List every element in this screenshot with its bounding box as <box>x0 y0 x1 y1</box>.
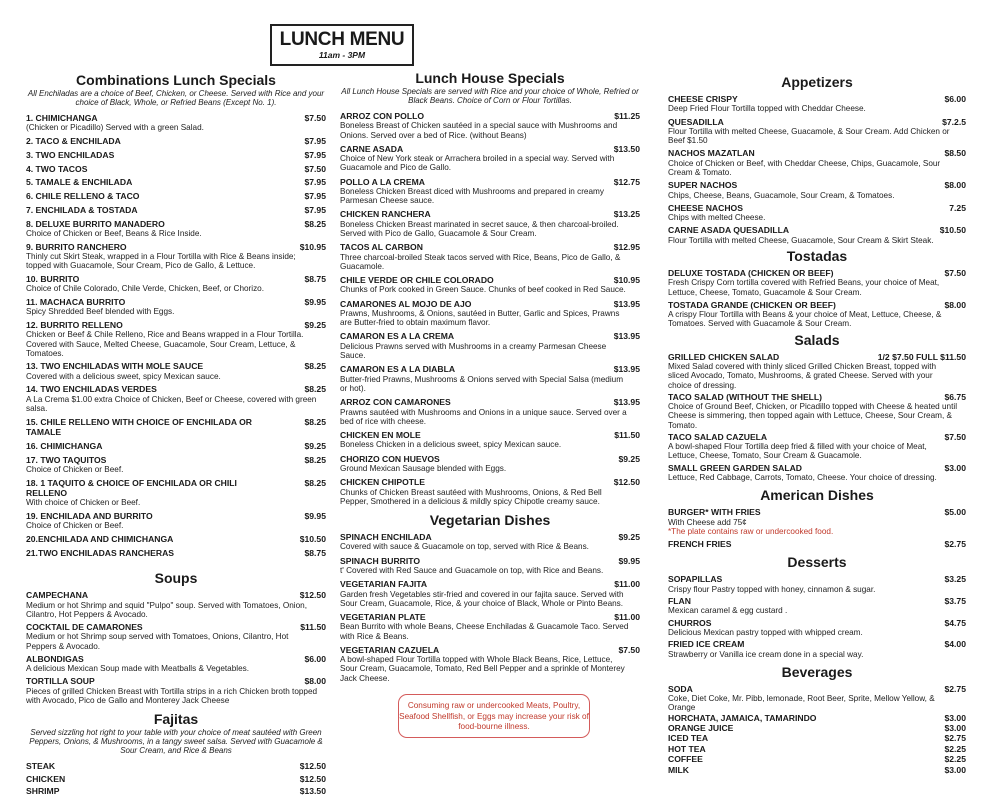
menu-item-price: $13.95 <box>613 397 640 408</box>
menu-item-description: Strawberry or Vanilla ice cream done in a special way. <box>668 649 864 659</box>
column-middle <box>340 70 640 687</box>
menu-item <box>26 384 326 413</box>
menu-item-name: 4. TWO TACOS <box>26 163 88 174</box>
menu-item <box>26 361 326 381</box>
menu-item-name: 7. ENCHILADA & TOSTADA <box>26 204 138 215</box>
menu-item-name: CHURROS <box>668 617 712 628</box>
menu-item-price: $3.00 <box>944 462 966 473</box>
menu-item <box>26 534 326 544</box>
menu-item-description: Coke, Diet Coke, Mr. Pibb, lemonade, Root Beer, Sprite, Mellow Yellow, & Orange <box>668 694 935 713</box>
menu-item-name: 13. TWO ENCHILADAS WITH MOLE SAUCE <box>26 361 204 372</box>
menu-item <box>340 177 640 206</box>
menu-item-price: $8.75 <box>304 273 326 284</box>
menu-item-price: $12.75 <box>613 176 640 187</box>
menu-item-description: Boneless Chicken in a delicious sweet, spicy Mexican sauce. <box>340 440 562 450</box>
menu-item-description: Thinly cut Skirt Steak, wrapped in a Flour Tortilla with Rice & Beans inside; topped with Guacamole, Sour Cream, Pico de Gallo, & Lettuce. <box>26 252 296 271</box>
menu-item-description: With Cheese add 75¢ <box>668 517 747 527</box>
menu-item-description: Flour Tortilla with melted Cheese, Guacamole, & Sour Cream. Add Chicken or Beef $1.50 <box>668 127 950 146</box>
menu-item-price: $9.95 <box>618 555 640 566</box>
menu-item-price: $7.50 <box>944 268 966 279</box>
soups-section <box>26 570 326 705</box>
menu-item-price: $13.95 <box>613 364 640 375</box>
menu-item-name: STEAK <box>26 761 56 772</box>
menu-item-description: Choice of Chicken or Beef, Beans & Rice Inside. <box>26 229 202 239</box>
menu-item-price: $2.75 <box>944 733 966 744</box>
menu-item-price: $12.50 <box>299 761 326 772</box>
menu-item-description: Choice of Chicken or Beef, with Cheddar Cheese, Chips, Guacamole, Sour Cream & Tomato. <box>668 158 941 178</box>
menu-item <box>668 574 966 594</box>
menu-item <box>26 320 326 358</box>
menu-item-description: Covered with a delicious sweet, spicy Mexican sauce. <box>26 371 221 381</box>
desserts-section <box>668 554 966 658</box>
tostadas-section <box>668 248 966 329</box>
menu-item <box>668 713 966 723</box>
menu-item-description: Fresh Crispy Corn tortilla covered with Refried Beans, your choice of Meat, Lettuce, Cheese, Tomato, Guacamole & Sour Cream. <box>668 278 940 297</box>
menu-item-name: 10. BURRITO <box>26 273 80 284</box>
menu-item-name: DELUXE TOSTADA (CHICKEN OR BEEF) <box>668 268 834 279</box>
menu-item <box>26 622 326 651</box>
menu-item <box>668 723 966 733</box>
menu-item-price: $9.95 <box>304 511 326 521</box>
menu-item-description: A bowl-shaped Flour Tortilla topped with Whole Black Beans, Rice, Lettuce, Sour Cream, Guacamole, Tomato, Red Bell Pepper and a sprinkle of Monterey Jack Cheese. <box>340 655 625 683</box>
menu-item-name: CHICKEN <box>26 773 66 784</box>
menu-item-name: SMALL GREEN GARDEN SALAD <box>668 462 803 473</box>
menu-item-description: Pieces of grilled Chicken Breast with Tortilla strips in a rich Chicken broth topped with Avocado, Pico de Gallo and Monterey Jack Cheese <box>26 686 318 706</box>
menu-item-price: $8.75 <box>304 547 326 558</box>
menu-item-description: Choice of Chile Colorado, Chile Verde, Chicken, Beef, or Chorizo. <box>26 284 265 294</box>
menu-item-price: $13.95 <box>613 298 640 309</box>
menu-item-name: CHICKEN EN MOLE <box>340 429 421 440</box>
menu-item <box>26 676 326 705</box>
menu-item-price: $7.50 <box>944 431 966 442</box>
menu-item-price: $3.25 <box>944 574 966 585</box>
menu-item-name: MILK <box>668 764 690 775</box>
menu-item-price: $7.50 <box>304 163 326 174</box>
menu-item-price: $7.95 <box>304 136 326 146</box>
menu-item-description: Garden fresh Vegetables stir-fried and covered in our fajita sauce. Served with Sour Cream, Guacamole, Rice, & your choice of Black, Whole or Pinto Beans. <box>340 589 624 608</box>
menu-item-price: $13.50 <box>299 786 326 797</box>
page-title: LUNCH MENU <box>279 29 405 50</box>
menu-item <box>668 392 966 430</box>
menu-item <box>340 364 640 393</box>
menu-item-description: Deep Fried Flour Tortilla topped with Cheddar Cheese. <box>668 104 866 114</box>
menu-item-name: TACO SALAD CAZUELA <box>668 431 768 442</box>
menu-item-name: 16. CHIMICHANGA <box>26 440 103 451</box>
menu-item <box>340 454 640 474</box>
menu-item-description: With choice of Chicken or Beef. <box>26 498 141 508</box>
menu-item <box>668 733 966 743</box>
menu-item-price: $7.95 <box>304 204 326 215</box>
menu-item-price: $8.25 <box>304 477 326 488</box>
menu-item-price: $4.75 <box>944 617 966 628</box>
menu-item-price: $8.25 <box>304 361 326 372</box>
menu-item-name: 15. CHILE RELLENO WITH CHOICE OF ENCHILADA OR TAMALE <box>26 416 252 437</box>
menu-item <box>668 684 966 713</box>
menu-item-price: $11.25 <box>614 111 640 121</box>
menu-item-description: Delicious Mexican pastry topped with whipped cream. <box>668 627 863 637</box>
menu-item <box>340 556 640 576</box>
menu-item-description: Three charcoal-broiled Steak tacos served with Rice, Beans, Pico de Gallo, & Guacamole. <box>340 252 621 271</box>
menu-item-description: Medium or hot Shrimp and squid "Pulpo" soup. Served with Tomatoes, Onion, Cilantro, Hot Peppers & Avocado. <box>26 600 307 619</box>
menu-item-name: 14. TWO ENCHILADAS VERDES <box>26 384 157 395</box>
food-safety-warning: Consuming raw or undercooked Meats, Poultry, Seafood Shellfish, or Eggs may increase your risk of food-bourne illness. <box>398 694 590 738</box>
menu-item <box>668 754 966 764</box>
menu-item-name: CAMARONES AL MOJO DE AJO <box>340 298 472 309</box>
menu-item <box>668 180 966 200</box>
menu-item-description: Delicious Prawns served with Mushrooms in a creamy Parmesan Cheese Sauce. <box>340 341 607 361</box>
menu-item <box>668 117 966 146</box>
beverages-section <box>668 664 966 775</box>
menu-item <box>340 477 640 506</box>
menu-item <box>340 331 640 360</box>
menu-item <box>26 164 326 174</box>
menu-item <box>26 511 326 531</box>
menu-item <box>340 209 640 238</box>
menu-item-description: Covered with sauce & Guacamole on top, served with Rice & Beans. <box>340 542 589 552</box>
menu-item <box>26 590 326 619</box>
menu-item <box>668 463 966 483</box>
menu-item-name: ARROZ CON CAMARONES <box>340 397 451 408</box>
menu-item-description: Chunks of Chicken Breast sautéed with Mushrooms, Onions, & Red Bell Pepper, Smothered in a delicious & mildly spicy Chipotle creamy sauce. <box>340 487 602 506</box>
menu-item-price: $12.50 <box>299 590 326 601</box>
menu-item-description: A delicious Mexican Soup made with Meatballs & Vegetables. <box>26 664 250 674</box>
menu-item-description: Prawns sautéed with Mushrooms and Onions in a unique sauce. Served over a bed of rice with cheese. <box>340 407 627 426</box>
menu-item-name: ORANGE JUICE <box>668 723 734 734</box>
menu-item-price: $2.25 <box>944 754 966 765</box>
menu-item-price: $9.25 <box>304 440 326 451</box>
menu-item-description: Boneless Breast of Chicken sautéed in a special sauce with Mushrooms and Onions. Served over a bed of Rice. (without Beans) <box>340 121 618 140</box>
menu-item-price: $7.50 <box>304 113 326 123</box>
menu-item-price: $11.50 <box>614 429 640 440</box>
menu-item <box>26 274 326 294</box>
menu-item <box>668 744 966 754</box>
menu-item-name: CAMARON ES A LA DIABLA <box>340 364 456 375</box>
menu-item-description: Bean Burrito with whole Beans, Cheese Enchiladas & Guacamole Taco. Served with Rice & Beans. <box>340 622 629 641</box>
menu-item-name: CHEESE NACHOS <box>668 202 743 213</box>
menu-item-description: Chips, Cheese, Beans, Guacamole, Sour Cream, & Tomatoes. <box>668 190 895 200</box>
menu-item-price: $2.25 <box>944 743 966 754</box>
menu-item <box>26 478 326 508</box>
menu-item-description: Ground Mexican Sausage blended with Eggs. <box>340 463 507 473</box>
menu-item <box>26 205 326 215</box>
menu-item-description: Choice of Chicken or Beef. <box>26 521 124 531</box>
tostadas-title: Tostadas <box>786 248 848 265</box>
menu-item-price: $6.00 <box>304 653 326 664</box>
menu-item-description: Medium or hot Shrimp soup served with Tomatoes, Onions, Cilantro, Hot Peppers & Avocado. <box>26 632 289 651</box>
menu-item-name: 12. BURRITO RELLENO <box>26 319 123 330</box>
menu-item-price: $10.50 <box>299 534 326 544</box>
menu-item-name: SPINACH BURRITO <box>340 555 421 566</box>
menu-item <box>340 579 640 608</box>
menu-item <box>26 242 326 271</box>
menu-item-name: BURGER* WITH FRIES <box>668 507 761 518</box>
menu-item-price: $13.50 <box>613 143 640 154</box>
menu-item-name: POLLO A LA CREMA <box>340 176 425 187</box>
menu-item <box>26 297 326 317</box>
menu-item-name: VEGETARIAN PLATE <box>340 611 426 622</box>
menu-title-box <box>270 24 414 66</box>
menu-item-name: 19. ENCHILADA AND BURRITO <box>26 511 153 521</box>
menu-item-price: $13.25 <box>613 209 640 220</box>
menu-item <box>340 299 640 328</box>
menu-item-name: HORCHATA, JAMAICA, TAMARINDO <box>668 712 817 723</box>
menu-item-description: Mexican caramel & egg custard . <box>668 606 788 616</box>
menu-item-description: Lettuce, Red Cabbage, Carrots, Tomato, Cheese. Your choice of dressing. <box>668 472 937 482</box>
menu-item-name: 1. CHIMICHANGA <box>26 113 98 123</box>
menu-item-description: A La Crema $1.00 extra Choice of Chicken, Beef or Cheese, covered with green salsa. <box>26 394 317 413</box>
american-title: American Dishes <box>760 487 874 504</box>
menu-item-name: CHILE VERDE OR CHILE COLORADO <box>340 275 494 286</box>
menu-item <box>26 774 326 784</box>
menu-item-name: 6. CHILE RELLENO & TACO <box>26 191 140 202</box>
menu-item-name: 21.TWO ENCHILADAS RANCHERAS <box>26 547 175 558</box>
menu-item-name: TOSTADA GRANDE (CHICKEN OR BEEF) <box>668 299 836 310</box>
menu-item-price: $9.95 <box>304 296 326 307</box>
menu-item-name: FLAN <box>668 595 691 606</box>
menu-item-price: $9.25 <box>618 453 640 464</box>
fajitas-note: Served sizzling hot right to your table with your choice of meat sautéed with Green Peppers, Onions, & Mushrooms, in a tangy sweet salsa. Served with Guacamole & Sour Cream, and Rice & Beans <box>29 728 323 756</box>
menu-item-name: 5. TAMALE & ENCHILADA <box>26 177 133 188</box>
house-note: All Lunch House Specials are served with Rice and your choice of Whole, Refried or Black Beans. Choice of Corn or Flour Tortillas. <box>341 87 639 105</box>
menu-item-name: FRIED ICE CREAM <box>668 639 745 650</box>
menu-item-price: $8.25 <box>304 218 326 229</box>
menu-item-price: $6.00 <box>944 94 966 104</box>
menu-item-name: 20.ENCHILADA AND CHIMICHANGA <box>26 534 174 544</box>
menu-item-name: SUPER NACHOS <box>668 180 738 191</box>
menu-item-name: FRENCH FRIES <box>668 538 732 549</box>
menu-item-price: $8.00 <box>944 299 966 310</box>
combinations-section <box>26 72 326 558</box>
house-title: Lunch House Specials <box>415 70 565 86</box>
menu-item <box>340 275 640 295</box>
menu-item <box>668 765 966 775</box>
menu-item-price: $7.95 <box>304 191 326 202</box>
menu-item-description: A bowl-shaped Flour Tortilla deep fried & filled with your choice of Meat, Lettuce, Cheese, Tomato, Sour Cream & Guacamole. <box>668 442 927 461</box>
menu-item-name: CHICKEN RANCHERA <box>340 209 431 220</box>
salads-title: Salads <box>794 331 840 348</box>
menu-item-description: Chicken or Beef & Chile Relleno, Rice and Beans wrapped in a Flour Tortilla. Covered with Sauce, Melted Cheese, Guacamole, Sour Cream, Lettuce, & Tomatoes. <box>26 330 304 358</box>
menu-item <box>340 645 640 683</box>
menu-item-description: Boneless Chicken Breast diced with Mushrooms and prepared in creamy Parmesan Cheese sauce. <box>340 187 604 206</box>
menu-item <box>668 432 966 461</box>
menu-item-price: $10.95 <box>613 275 640 286</box>
column-left <box>26 72 326 798</box>
menu-item <box>668 148 966 177</box>
menu-item-price: $8.50 <box>944 148 966 159</box>
menu-item-name: SOPAPILLAS <box>668 574 723 585</box>
vegetarian-title: Vegetarian Dishes <box>429 511 551 528</box>
menu-item-name: CARNE ASADA <box>340 143 404 154</box>
menu-item <box>26 654 326 674</box>
menu-item-name: TACOS AL CARBON <box>340 242 423 253</box>
menu-item <box>668 225 966 245</box>
menu-item-name: 9. BURRITO RANCHERO <box>26 241 127 252</box>
menu-item <box>668 352 966 390</box>
menu-item <box>26 761 326 771</box>
menu-item-price: $8.25 <box>304 416 326 427</box>
menu-item-price: $3.00 <box>944 764 966 775</box>
menu-item <box>340 111 640 140</box>
soups-title: Soups <box>154 570 198 587</box>
menu-item <box>26 548 326 558</box>
menu-item-price: $10.95 <box>299 241 326 252</box>
menu-item-description: (Chicken or Picadillo) Served with a green Salad. <box>26 123 204 133</box>
menu-item-price: $8.25 <box>304 384 326 395</box>
menu-item-description: Butter-fried Prawns, Mushrooms & Onions served with Special Salsa (medium or hot). <box>340 374 624 393</box>
menu-item-name: HOT TEA <box>668 743 706 754</box>
menu-item <box>668 618 966 638</box>
menu-item-description: Choice of Ground Beef, Chicken, or Picadillo topped with Cheese & heated until Cheese is simmering, then topped again with Lettuce, Cheese, Sour Cream, & Tomato. <box>668 402 958 430</box>
menu-item <box>668 507 966 536</box>
menu-item-price: $2.75 <box>944 683 966 694</box>
menu-item-name: 2. TACO & ENCHILADA <box>26 136 121 146</box>
menu-item-name: CHEESE CRISPY <box>668 94 738 104</box>
menu-item-name: NACHOS MAZATLAN <box>668 148 755 159</box>
menu-item-price: $8.25 <box>304 454 326 465</box>
menu-item-name: VEGETARIAN FAJITA <box>340 579 428 590</box>
menu-item-price: $5.00 <box>944 507 966 518</box>
menu-item-name: CAMPECHANA <box>26 590 89 601</box>
menu-item <box>668 539 966 549</box>
menu-item <box>340 612 640 641</box>
menu-item-price: $9.25 <box>304 319 326 330</box>
menu-item-name: 18. 1 TAQUITO & CHOICE OF ENCHILADA OR CHILI RELLENO <box>26 477 237 498</box>
menu-item-price: $8.00 <box>944 180 966 191</box>
menu-item <box>26 219 326 239</box>
menu-item-price: $6.75 <box>944 391 966 402</box>
menu-item-description: A crispy Flour Tortilla with Beans & your choice of Meat, Lettuce, Cheese, & Tomatoes. Served with Guacamole & Sour Cream. <box>668 310 942 329</box>
combinations-note: All Enchiladas are a choice of Beef, Chicken, or Cheese. Served with Rice and your choice of Black, Whole, or Refried Beans (Except No. 1). <box>27 89 325 107</box>
vegetarian-section <box>340 512 640 683</box>
menu-item-name: CHICKEN CHIPOTLE <box>340 477 425 488</box>
menu-item <box>26 136 326 146</box>
menu-item-description: Choice of Chicken or Beef. <box>26 465 124 474</box>
menu-item <box>340 532 640 552</box>
menu-item-price: $11.50 <box>300 622 326 633</box>
american-section <box>668 487 966 549</box>
menu-item-name: ALBONDIGAS <box>26 653 84 664</box>
menu-item-price: $12.50 <box>299 773 326 784</box>
menu-item <box>340 144 640 173</box>
menu-item <box>668 268 966 297</box>
menu-item-name: SPINACH ENCHILADA <box>340 531 432 542</box>
menu-item-description: Chips with melted Cheese. <box>668 213 766 223</box>
menu-item-name: GRILLED CHICKEN SALAD <box>668 351 780 362</box>
menu-item-name: COFFEE <box>668 754 703 765</box>
menu-item-price: $7.50 <box>618 644 640 655</box>
fajitas-title: Fajitas <box>153 711 199 728</box>
column-right <box>668 74 966 775</box>
desserts-title: Desserts <box>787 554 847 571</box>
menu-item <box>668 94 966 114</box>
menu-item-description: Chunks of Pork cooked in Green Sauce. Chunks of beef cooked in Red Sauce. <box>340 285 626 295</box>
menu-item <box>668 596 966 616</box>
menu-item-price: $3.00 <box>944 723 966 734</box>
menu-item-price: $13.95 <box>613 331 640 342</box>
menu-item-description: Boneless Chicken Breast marinated in secret sauce, & then charcoal-broiled. Served with Pico de Gallo, Guacamole & Sour Cream. <box>340 219 619 239</box>
menu-item-name: 11. MACHACA BURRITO <box>26 296 126 307</box>
combinations-title: Combinations Lunch Specials <box>76 72 276 88</box>
house-specials-section <box>340 70 640 506</box>
menu-item-price: $9.25 <box>618 531 640 542</box>
menu-item-description: Spicy Shredded Beef blended with Eggs. <box>26 307 175 317</box>
menu-item-name: COCKTAIL DE CAMARONES <box>26 622 143 633</box>
menu-item-name: ARROZ CON POLLO <box>340 111 425 121</box>
beverages-title: Beverages <box>781 663 853 680</box>
appetizers-title: Appetizers <box>781 74 853 90</box>
menu-item-name: CHORIZO CON HUEVOS <box>340 453 440 464</box>
menu-item-price: $4.00 <box>944 639 966 650</box>
menu-item-price: $7.2.5 <box>942 116 966 127</box>
menu-item-price: $2.75 <box>944 538 966 549</box>
menu-item-price: $3.00 <box>944 712 966 723</box>
menu-item <box>340 242 640 271</box>
menu-item <box>26 150 326 160</box>
menu-item-price: $3.75 <box>944 595 966 606</box>
menu-item-description: Crispy flour Pastry topped with honey, cinnamon & sugar. <box>668 584 876 594</box>
menu-item-description: Prawns, Mushrooms, & Onions, sautéed in Butter, Garlic and Spices, Prawns are Butter-fried to obtain maximum flavor. <box>340 309 620 328</box>
menu-item <box>668 639 966 659</box>
fajitas-section <box>26 711 326 796</box>
raw-food-note: *The plate contains raw or undercooked food. <box>668 526 834 536</box>
menu-item-name: SHRIMP <box>26 786 60 797</box>
menu-item-name: CAMARON ES A LA CREMA <box>340 331 455 342</box>
menu-item-price: $7.95 <box>304 177 326 188</box>
menu-item <box>26 441 326 451</box>
menu-item-description: Choice of New York steak or Arrachera broiled in a special way. Served with Guacamole and Pico de Gallo. <box>340 154 615 173</box>
menu-item-price: 7.25 <box>949 202 966 213</box>
menu-item-description: Flour Tortilla with melted Cheese, Guacamole, Sour Cream & Skirt Steak. <box>668 235 934 245</box>
menu-item-price: $8.00 <box>304 676 326 687</box>
menu-item-description: t' Covered with Red Sauce and Guacamole on top, with Rice and Beans. <box>340 565 604 575</box>
menu-item <box>26 191 326 201</box>
menu-item-name: 3. TWO ENCHILADAS <box>26 149 115 160</box>
menu-item <box>340 430 640 450</box>
menu-item-price: $12.95 <box>613 242 640 253</box>
menu-item <box>26 455 326 475</box>
menu-item-price: $11.00 <box>614 611 640 622</box>
menu-item-name: TACO SALAD (WITHOUT THE SHELL) <box>668 391 823 402</box>
salads-section <box>668 332 966 482</box>
menu-item-price: $12.50 <box>613 477 640 488</box>
menu-item-name: 8. DELUXE BURRITO MANADERO <box>26 218 165 229</box>
menu-item-price: $10.50 <box>939 225 966 236</box>
menu-item-name: ICED TEA <box>668 733 709 744</box>
menu-item-price: $7.95 <box>304 149 326 160</box>
menu-item <box>340 397 640 426</box>
menu-item-price: $11.00 <box>614 579 640 590</box>
menu-item <box>26 113 326 133</box>
menu-item <box>26 177 326 187</box>
menu-item-name: TORTILLA SOUP <box>26 676 95 687</box>
menu-item-name: 17. TWO TAQUITOS <box>26 454 107 465</box>
menu-item-name: CARNE ASADA QUESADILLA <box>668 225 790 236</box>
menu-item-description: Mixed Salad covered with thinly sliced Grilled Chicken Breast, topped with sliced Avocado, Tomato, Mushrooms, & grated Cheese. Served with your choice of dressing. <box>668 362 937 390</box>
menu-item <box>26 417 326 438</box>
menu-item-price: 1/2 $7.50 FULL $11.50 <box>877 351 966 362</box>
menu-item <box>668 203 966 223</box>
menu-item <box>26 786 326 796</box>
menu-item-name: VEGETARIAN CAZUELA <box>340 644 440 655</box>
menu-item <box>668 300 966 329</box>
hours-text: 11am - 3PM <box>318 50 366 60</box>
menu-item-name: SODA <box>668 683 693 694</box>
appetizers-section <box>668 74 966 245</box>
menu-item-name: QUESADILLA <box>668 116 724 127</box>
